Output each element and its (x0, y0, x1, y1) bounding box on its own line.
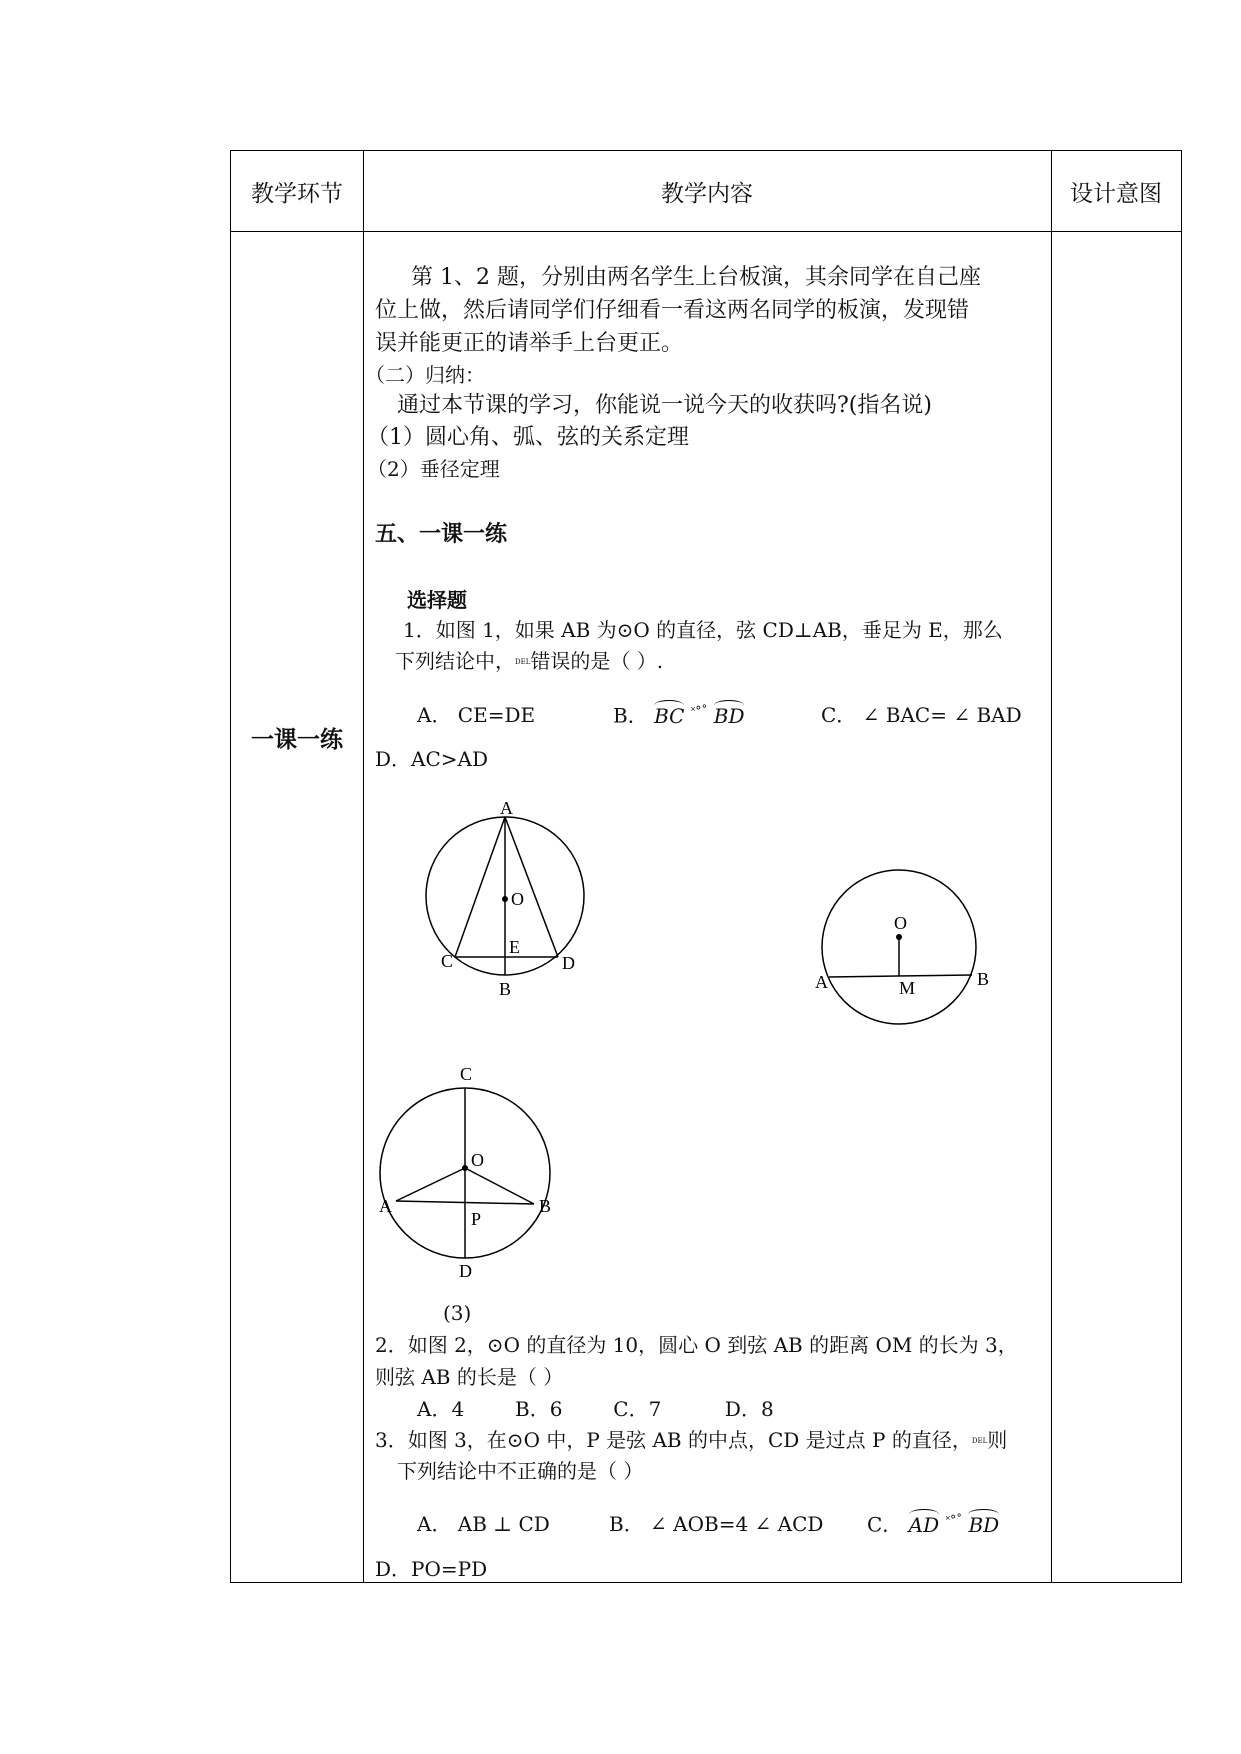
segment-ob (465, 1168, 534, 1204)
center-point (502, 896, 508, 902)
q3-text: 3．如图 3，在⊙O 中，P 是弦 AB 的中点，CD 是过点 P 的直径， (375, 1428, 972, 1452)
question-3-line (375, 1430, 1007, 1450)
del-mark: DEL (971, 1437, 988, 1445)
option-c: C． ∠ BAC= ∠ BAD (821, 703, 1022, 727)
option-a: A． AB ⊥ CD (417, 1512, 550, 1536)
label-p: P (471, 1209, 482, 1229)
option-label: C． (867, 1512, 903, 1537)
center-point (462, 1165, 468, 1171)
segment-oa (396, 1168, 465, 1201)
lesson-plan-table (230, 150, 1182, 1583)
summary-item: （1）圆心角、弧、弦的关系定理 (367, 425, 689, 450)
header-teaching-content: 教学内容 (661, 180, 753, 207)
figure-3-caption: (3) (443, 1301, 472, 1325)
header-design-intent: 设计意图 (1070, 180, 1162, 207)
paragraph-line: 误并能更正的请举手上台更正。 (375, 331, 684, 356)
option-label: B． (613, 703, 648, 728)
label-e: E (509, 937, 520, 957)
garbled-symbol: ˟°˚ (945, 1513, 963, 1527)
question-3-line: 下列结论中不正确的是（ ） (397, 1459, 644, 1483)
label-o: O (471, 1150, 484, 1170)
section-label: 一课一练 (251, 726, 343, 753)
label-d: D (459, 1261, 472, 1281)
figure-1 (417, 801, 607, 1001)
question-1-line: 1．如图 1，如果 AB 为⊙O 的直径，弦 CD⊥AB，垂足为 E，那么 (403, 618, 1003, 642)
summary-title: （二）归纳： (365, 363, 485, 387)
q3-text: 则 (987, 1428, 1008, 1452)
del-mark: DEL (515, 658, 531, 666)
garbled-symbol: ˟°˚ (690, 704, 708, 718)
segment-ad (505, 817, 558, 957)
label-m: M (899, 978, 916, 998)
column-divider (1051, 151, 1052, 1582)
option-b (613, 705, 744, 726)
part-title: 五、一课一练 (375, 521, 508, 547)
option-b: B． ∠ AOB=4 ∠ ACD (609, 1512, 824, 1536)
segment-ac (455, 817, 505, 957)
figure-2 (809, 863, 999, 1033)
arc-bd: BD (713, 703, 745, 728)
label-a: A (500, 801, 513, 818)
option-d: D．AC>AD (375, 747, 489, 771)
option-c (867, 1514, 999, 1535)
chord-ab (829, 975, 972, 977)
figure-3 (375, 1061, 575, 1281)
arc-bc: BC (654, 703, 685, 728)
paragraph-line: 第 1、2 题，分别由两名学生上台板演，其余同学在自己座 (411, 265, 981, 290)
arc-ad: AD (908, 1512, 940, 1537)
header-divider (231, 231, 1181, 232)
choice-title: 选择题 (407, 588, 467, 612)
label-o: O (511, 889, 524, 909)
label-c: C (441, 951, 454, 971)
q1-text: 错误的是（ ）. (530, 649, 664, 673)
label-b: B (977, 969, 990, 989)
question-2-line: 则弦 AB 的长是（ ） (375, 1365, 564, 1389)
option-d: D．PO=PD (375, 1557, 488, 1581)
label-c: C (460, 1064, 473, 1084)
label-o: O (894, 913, 907, 933)
label-a: A (379, 1196, 392, 1216)
summary-item: （2）垂径定理 (367, 457, 500, 481)
question-2-line: 2．如图 2，⊙O 的直径为 10，圆心 O 到弦 AB 的距离 OM 的长为 3， (375, 1333, 1018, 1357)
summary-question: 通过本节课的学习，你能说一说今天的收获吗?(指名说) (397, 393, 932, 418)
label-b: B (499, 979, 512, 999)
arc-bd: BD (968, 1512, 1000, 1537)
question-1-line (395, 651, 663, 671)
label-a: A (815, 972, 828, 992)
label-d: D (562, 953, 575, 973)
q1-text: 下列结论中， (395, 649, 515, 673)
paragraph-line: 位上做，然后请同学们仔细看一看这两名同学的板演，发现错 (375, 298, 970, 323)
header-teaching-stage: 教学环节 (251, 180, 343, 207)
column-divider (363, 151, 364, 1582)
center-point (896, 934, 902, 940)
option-a: A． CE=DE (417, 703, 536, 727)
question-2-options: A．4 B．6 C．7 D．8 (417, 1397, 774, 1421)
label-b: B (539, 1196, 552, 1216)
